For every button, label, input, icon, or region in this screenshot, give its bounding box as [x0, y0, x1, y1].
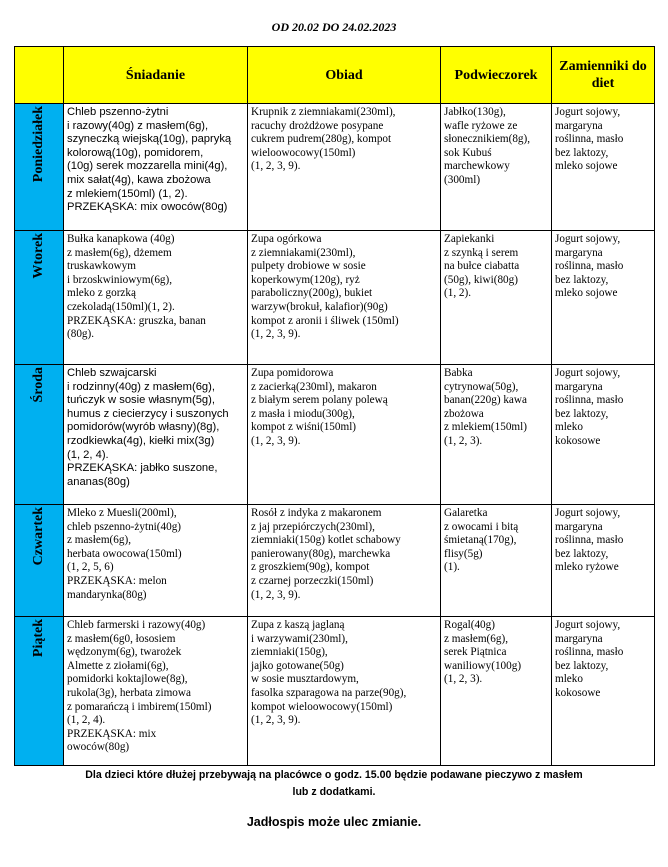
substitutes-line: margaryna [555, 246, 603, 259]
breakfast-line: (10g) serek mozzarella mini(4g), [67, 160, 228, 173]
substitutes-line: roślinna, masło [555, 534, 624, 547]
substitutes-line: bez laktozy, [555, 273, 609, 286]
breakfast-line: Chleb farmerski i razowy(40g) [67, 619, 206, 631]
substitutes-line: roślinna, masło [555, 646, 624, 659]
day-cell [15, 505, 64, 617]
substitutes-line: Jogurt sojowy, [555, 619, 621, 631]
day-row [15, 231, 655, 365]
substitutes-line: mleko ryżowe [555, 561, 619, 574]
lunch-line: wieloowocowy(150ml) [251, 146, 356, 159]
lunch-line: kompot z wiśni(150ml) [251, 421, 357, 434]
day-cell [15, 365, 64, 505]
substitutes-line: roślinna, masło [555, 133, 624, 146]
breakfast-line: z masłem(6g), dżemem [67, 246, 172, 259]
snack-line: cytrynowa(50g), [444, 380, 519, 393]
breakfast-line: chleb pszenno-żytni(40g) [67, 520, 182, 533]
substitutes-cell [552, 505, 655, 617]
lunch-line: (1, 2, 3, 9). [251, 328, 301, 341]
breakfast-line: i rodzinny(40g) z masłem(6g), [67, 380, 215, 393]
breakfast-cell [64, 617, 248, 766]
substitutes-line: mleko [555, 673, 583, 686]
lunch-line: fasolka szparagowa na parze(90g), [251, 686, 407, 699]
breakfast-line: mleko z gorzką [67, 287, 136, 300]
afternoon-note-line-2: lub z dodatkami. [292, 786, 376, 798]
lunch-line: Zupa z kaszą jaglaną [251, 619, 345, 631]
breakfast-line: truskawkowym [67, 260, 136, 273]
lunch-line: kompot wieloowocowy(150ml) [251, 700, 393, 713]
substitutes-line: kokosowe [555, 686, 601, 699]
breakfast-line: pomidorki koktajlowe(8g), [67, 673, 188, 686]
snack-line: śmietaną(170g), [444, 534, 517, 547]
lunch-line: panierowany(80g), marchewka [251, 547, 391, 560]
breakfast-line: humus z ciecierzycy i suszonych [67, 407, 229, 420]
snack-line: wafle ryżowe ze [444, 119, 518, 132]
lunch-line: cukrem pudrem(280g), kompot [251, 133, 392, 146]
substitutes-line: bez laktozy, [555, 547, 609, 560]
snack-line: z szynką i serem [444, 246, 519, 259]
menu-body [15, 104, 655, 766]
substitutes-line: mleko sojowe [555, 287, 618, 300]
snack-line: banan(220g) kawa [444, 394, 527, 407]
substitutes-line: Jogurt sojowy, [555, 367, 621, 379]
substitutes-line: mleko sojowe [555, 160, 618, 173]
substitutes-line: margaryna [555, 380, 603, 393]
day-label: Poniedziałek [31, 106, 47, 183]
lunch-line: warzyw(brokuł, kalafior)(90g) [251, 300, 388, 313]
breakfast-line: tuńczyk w sosie własnym(5g), [67, 394, 215, 407]
lunch-line: z groszkiem(90g), kompot [251, 561, 370, 574]
snack-line: z masłem(6g), [444, 632, 508, 645]
snack-cell [441, 365, 552, 505]
substitutes-line: bez laktozy, [555, 407, 609, 420]
breakfast-line: z mlekiem(150ml) (1, 2). [67, 187, 188, 200]
lunch-line: (1, 2, 3, 9). [251, 160, 301, 173]
breakfast-line: Bułka kanapkowa (40g) [67, 233, 175, 245]
lunch-line: pulpety drobiowe w sosie [251, 260, 366, 273]
lunch-line: (1, 2, 3, 9). [251, 434, 301, 447]
lunch-line: Zupa ogórkowa [251, 233, 322, 245]
lunch-cell [248, 617, 441, 766]
lunch-cell [248, 231, 441, 365]
day-row [15, 617, 655, 766]
header-row [15, 47, 655, 104]
breakfast-cell [64, 104, 248, 231]
breakfast-line: Almette z ziołami(6g), [67, 659, 169, 672]
breakfast-line: PRZEKĄSKA: mix owoców(80g) [67, 201, 228, 214]
substitutes-line: margaryna [555, 632, 603, 645]
weekly-menu-table [14, 46, 655, 766]
lunch-line: z białym serem polany polewą [251, 394, 388, 407]
lunch-line: ziemniaki(150g), [251, 646, 328, 659]
day-cell [15, 617, 64, 766]
substitutes-line: bez laktozy, [555, 659, 609, 672]
afternoon-note [0, 767, 668, 801]
breakfast-line: szyneczką wiejską(10g), papryką [67, 133, 232, 146]
lunch-line: z czarnej porzeczki(150ml) [251, 574, 374, 587]
day-row [15, 365, 655, 505]
breakfast-line: z masłem(6g), [67, 534, 131, 547]
breakfast-line: rukola(3g), herbata zimowa [67, 686, 191, 699]
snack-line: (1, 2, 3). [444, 673, 483, 686]
header-substitutes: Zamienniki do diet [552, 47, 655, 104]
breakfast-cell [64, 231, 248, 365]
snack-line: Galaretka [444, 507, 488, 519]
breakfast-line: kolorową(10g), pomidorem, [67, 146, 204, 159]
lunch-cell [248, 104, 441, 231]
lunch-line: Rosół z indyka z makaronem [251, 507, 382, 519]
snack-cell [441, 505, 552, 617]
lunch-cell [248, 365, 441, 505]
lunch-line: (1, 2, 3, 9). [251, 714, 301, 727]
substitutes-line: margaryna [555, 520, 603, 533]
snack-line: Zapiekanki [444, 233, 495, 245]
breakfast-line: mix sałat(4g), kawa zbożowa [67, 173, 211, 186]
snack-line: Rogal(40g) [444, 619, 495, 631]
substitutes-line: Jogurt sojowy, [555, 106, 621, 118]
breakfast-line: owoców(80g) [67, 741, 130, 754]
header-corner [15, 47, 64, 104]
substitutes-line: margaryna [555, 119, 603, 132]
substitutes-line: mleko [555, 421, 583, 434]
snack-line: waniliowy(100g) [444, 659, 522, 672]
lunch-line: w sosie musztardowym, [251, 673, 359, 686]
header-lunch: Obiad [248, 47, 441, 104]
lunch-line: Zupa pomidorowa [251, 367, 334, 379]
day-row [15, 505, 655, 617]
lunch-line: (1, 2, 3, 9). [251, 588, 301, 601]
snack-line: serek Piątnica [444, 646, 507, 659]
afternoon-note-line-1: Dla dzieci które dłużej przebywają na placówce o godz. 15.00 będzie podawane pieczywo z masłem [85, 769, 583, 781]
breakfast-line: Mleko z Muesli(200ml), [67, 507, 177, 519]
substitutes-line: roślinna, masło [555, 260, 624, 273]
substitutes-cell [552, 104, 655, 231]
day-row [15, 104, 655, 231]
snack-line: z owocami i bitą [444, 520, 519, 533]
breakfast-line: PRZEKĄSKA: gruszka, banan [67, 314, 206, 327]
lunch-line: ziemniaki(150g) kotlet schabowy [251, 534, 401, 547]
day-label: Czwartek [31, 507, 47, 566]
breakfast-cell [64, 365, 248, 505]
snack-line: (50g), kiwi(80g) [444, 273, 518, 286]
breakfast-line: (80g). [67, 328, 95, 341]
day-cell [15, 231, 64, 365]
snack-line: Babka [444, 367, 473, 379]
breakfast-line: Chleb szwajcarski [67, 367, 157, 379]
substitutes-cell [552, 231, 655, 365]
breakfast-line: ananas(80g) [67, 475, 130, 488]
day-label: Wtorek [31, 233, 47, 279]
lunch-line: racuchy drożdżowe posypane [251, 119, 384, 132]
breakfast-line: (1, 2, 4). [67, 448, 109, 461]
breakfast-line: z pomarańczą i imbirem(150ml) [67, 700, 212, 713]
breakfast-line: rzodkiewka(4g), kiełki mix(3g) [67, 434, 215, 447]
snack-line: marchewkowy [444, 160, 510, 173]
menu-date-range: OD 20.02 DO 24.02.2023 [271, 20, 397, 34]
header-snack: Podwieczorek [441, 47, 552, 104]
day-cell [15, 104, 64, 231]
lunch-line: z ziemniakami(230ml), [251, 246, 356, 259]
breakfast-line: PRZEKĄSKA: melon [67, 574, 167, 587]
breakfast-line: (1, 2, 5, 6) [67, 561, 114, 574]
snack-line: Jabłko(130g), [444, 106, 506, 118]
lunch-line: i warzywami(230ml), [251, 632, 348, 645]
snack-line: sok Kubuś [444, 146, 492, 159]
snack-cell [441, 617, 552, 766]
breakfast-line: czekoladą(150ml)(1, 2). [67, 300, 175, 313]
lunch-cell [248, 505, 441, 617]
snack-line: (300ml) [444, 173, 481, 186]
menu-disclaimer: Jadłospis może ulec zmianie. [246, 815, 422, 829]
snack-line: z mlekiem(150ml) [444, 421, 527, 434]
substitutes-line: bez laktozy, [555, 146, 609, 159]
snack-line: flisy(5g) [444, 547, 483, 560]
breakfast-line: pomidorów(wyrób własny)(8g), [67, 421, 220, 434]
breakfast-line: PRZEKĄSKA: jabłko suszone, [67, 462, 218, 475]
breakfast-line: z masłem(6g0, łososiem [67, 632, 176, 645]
snack-cell [441, 104, 552, 231]
breakfast-line: PRZEKĄSKA: mix [67, 727, 157, 740]
snack-line: (1, 2). [444, 287, 472, 300]
breakfast-line: i brzoskwiniowym(6g), [67, 273, 173, 286]
snack-line: na bułce ciabatta [444, 260, 520, 273]
snack-line: słonecznikiem(8g), [444, 133, 531, 146]
breakfast-line: mandarynka(80g) [67, 588, 147, 601]
lunch-line: z masła i miodu(300g), [251, 407, 355, 420]
snack-cell [441, 231, 552, 365]
header-breakfast: Śniadanie [64, 47, 248, 104]
day-label: Środa [31, 367, 47, 403]
day-label: Piątek [31, 619, 47, 658]
substitutes-cell [552, 365, 655, 505]
snack-line: (1, 2, 3). [444, 434, 483, 447]
lunch-line: paraboliczny(200g), bukiet [251, 287, 373, 300]
substitutes-line: Jogurt sojowy, [555, 233, 621, 245]
breakfast-cell [64, 505, 248, 617]
substitutes-cell [552, 617, 655, 766]
breakfast-line: wędzonym(6g), twarożek [67, 646, 182, 659]
lunch-line: kompot z aronii i śliwek (150ml) [251, 314, 399, 327]
lunch-line: koperkowym(120g), ryż [251, 273, 360, 286]
breakfast-line: (1, 2, 4). [67, 714, 106, 727]
substitutes-line: kokosowe [555, 434, 601, 447]
substitutes-line: Jogurt sojowy, [555, 507, 621, 519]
breakfast-line: Chleb pszenno-żytni [67, 106, 169, 118]
snack-line: zbożowa [444, 407, 484, 420]
substitutes-line: roślinna, masło [555, 394, 624, 407]
breakfast-line: herbata owocowa(150ml) [67, 547, 182, 560]
lunch-line: z jaj przepiórczych(230ml), [251, 520, 375, 533]
snack-line: (1). [444, 561, 460, 574]
breakfast-line: i razowy(40g) z masłem(6g), [67, 119, 209, 132]
lunch-line: z zacierką(230ml), makaron [251, 380, 377, 393]
lunch-line: Krupnik z ziemniakami(230ml), [251, 106, 396, 118]
lunch-line: jajko gotowane(50g) [251, 659, 344, 672]
